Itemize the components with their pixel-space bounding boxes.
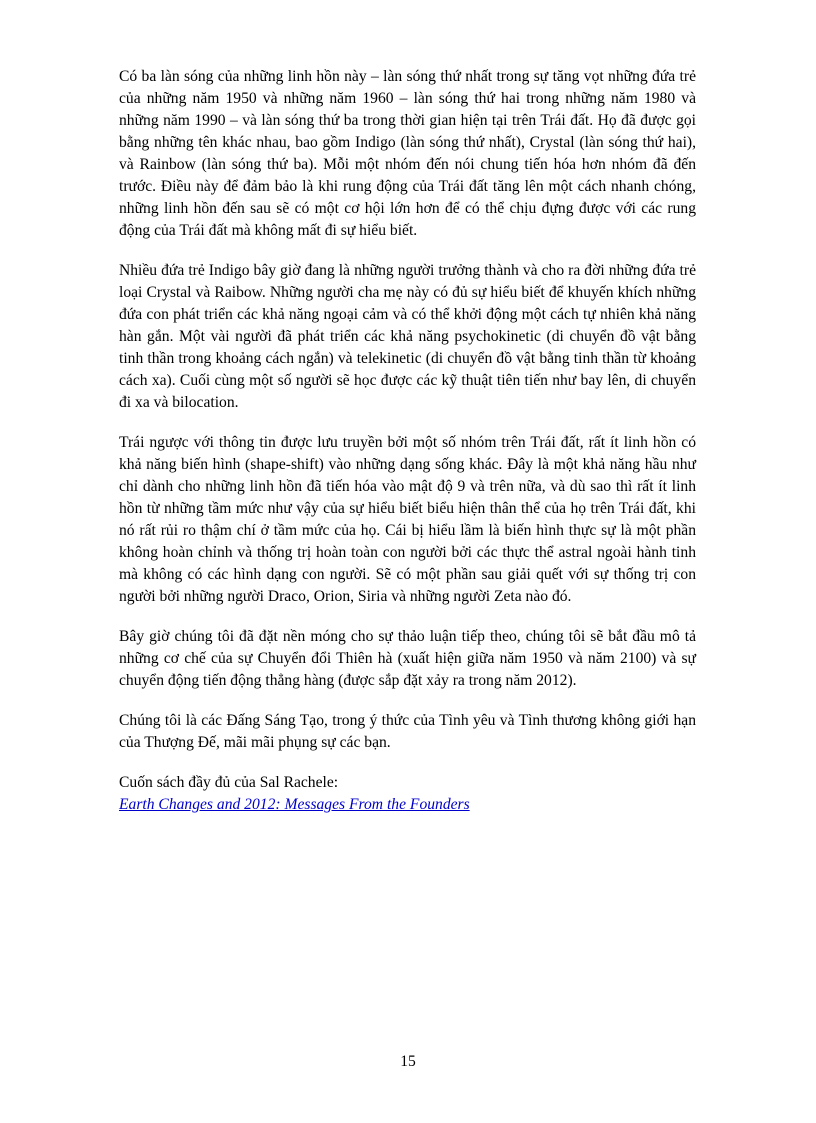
paragraph-indigo-adults: Nhiều đứa trẻ Indigo bây giờ đang là những người trưởng thành và cho ra đời những đứa trẻ loại Crystal và Raibow. Những người cha mẹ này có đủ sự hiểu biết để khuyến khích những đứa con phát triển các khả năng ngoại cảm và có thể khởi động một cách tự nhiên khả năng hàn gắn. Một vài người đã phát triển các khả năng psychokinetic (di chuyển đồ vật bằng tinh thần trong khoảng cách ngắn) và telekinetic (di chuyển đồ vật bằng tinh thần từ khoảng cách xa). Cuối cùng một số người sẽ học được các kỹ thuật tiên tiến như bay lên, di chuyển đi xa và bilocation. <box>119 262 696 411</box>
paragraph-galactic-shift: Bây giờ chúng tôi đã đặt nền móng cho sự thảo luận tiếp theo, chúng tôi sẽ bắt đầu mô tả những cơ chế của sự Chuyển đổi Thiên hà (xuất hiện giữa năm 1950 và năm 2100) và sự chuyển động tiến động thẳng hàng (được sắp đặt xảy ra trong năm 2012). <box>119 628 696 689</box>
paragraph-shape-shift: Trái ngược với thông tin được lưu truyền bởi một số nhóm trên Trái đất, rất ít linh hồn có khả năng biến hình (shape-shift) vào những dạng sống khác. Đây là một khả năng hầu như chỉ dành cho những linh hồn đã tiến hóa vào mật độ 9 và trên nữa, và dù sao thì rất ít linh hồn từ những tầm mức như vậy của sự hiểu biết biểu hiện thân thể của họ trên Trái đất, khi nó rất rủi ro thậm chí ở tầm mức của họ. Cái bị hiểu lầm là biến hình thực sự là một phần không hoàn chỉnh và thống trị hoàn toàn con người bởi các thực thể astral ngoài hành tinh mà không có các hình dạng con người. Sẽ có một phần sau giải quết với sự thống trị con người bởi những người Draco, Orion, Siria và những người Zeta nào đó. <box>119 434 696 605</box>
page-number: 15 <box>400 1053 416 1070</box>
paragraph-closing-signature: Chúng tôi là các Đấng Sáng Tạo, trong ý thức của Tình yêu và Tình thương không giới hạn của Thượng Đế, mãi mãi phụng sự các bạn. <box>119 712 696 751</box>
source-link-line <box>119 794 696 816</box>
page-body <box>119 66 696 816</box>
book-link[interactable]: Earth Changes and 2012: Messages From the Founders <box>119 796 470 813</box>
source-reference <box>119 772 696 816</box>
source-label: Cuốn sách đầy đủ của Sal Rachele: <box>119 774 339 791</box>
paragraph-soul-waves: Có ba làn sóng của những linh hồn này – làn sóng thứ nhất trong sự tăng vọt những đứa trẻ của những năm 1950 và những năm 1960 – làn sóng thứ hai trong những năm 1980 và những năm 1990 – và làn sóng thứ ba trong thời gian hiện tại trên Trái đất. Họ đã được gọi bằng những tên khác nhau, bao gồm Indigo (làn sóng thứ nhất), Crystal (làn sóng thứ hai), và Rainbow (làn sóng thứ ba). Mỗi một nhóm đến nói chung tiến hóa hơn nhóm đã đến trước. Điều này để đảm bảo là khi rung động của Trái đất tăng lên một cách nhanh chóng, những linh hồn đến sau sẽ có một cơ hội lớn hơn để có thể chịu đựng được với các rung động của Trái đất mà không mất đi sự hiểu biết. <box>119 68 696 239</box>
